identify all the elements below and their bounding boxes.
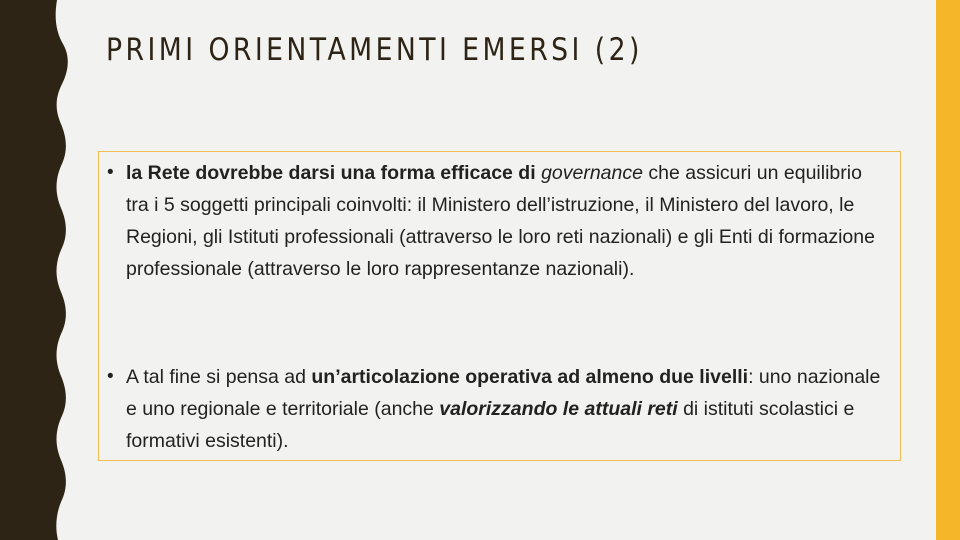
decorative-wavy-band	[0, 0, 80, 540]
bullet-text-segment: di istituti scolastici e formativi esistenti).	[126, 398, 855, 452]
bullet-text-segment: : uno nazionale e uno regionale e territoriale (anche	[126, 366, 881, 420]
bullet-articolazione	[107, 361, 890, 457]
bullet-marker: •	[107, 366, 114, 387]
bullet-text-segment: un’articolazione operativa ad almeno due livelli	[311, 366, 749, 388]
bullet-text-segment: valorizzando le attuali reti	[439, 398, 678, 420]
bullet-text-segment: A tal fine si pensa ad	[126, 366, 312, 388]
bullet-text-segment: la Rete dovrebbe darsi una forma efficace di	[126, 162, 542, 184]
bullet-marker: •	[107, 162, 114, 183]
accent-bar	[936, 0, 960, 540]
bullet-text-segment: che assicuri un equilibrio tra i 5 soggetti principali coinvolti: il Ministero dell’istruzione, il Ministero del lavoro, le Regioni, gli Istituti professionali (attraverso le loro reti nazionali) e gli Enti di formazione professionale (attraverso le loro rappresentanze nazionali).	[126, 162, 875, 280]
bullet-governance	[107, 157, 890, 285]
content-box	[98, 151, 901, 461]
bullet-text-segment: governance	[541, 162, 643, 184]
slide-title: PRIMI ORIENTAMENTI EMERSI (2)	[106, 32, 643, 68]
